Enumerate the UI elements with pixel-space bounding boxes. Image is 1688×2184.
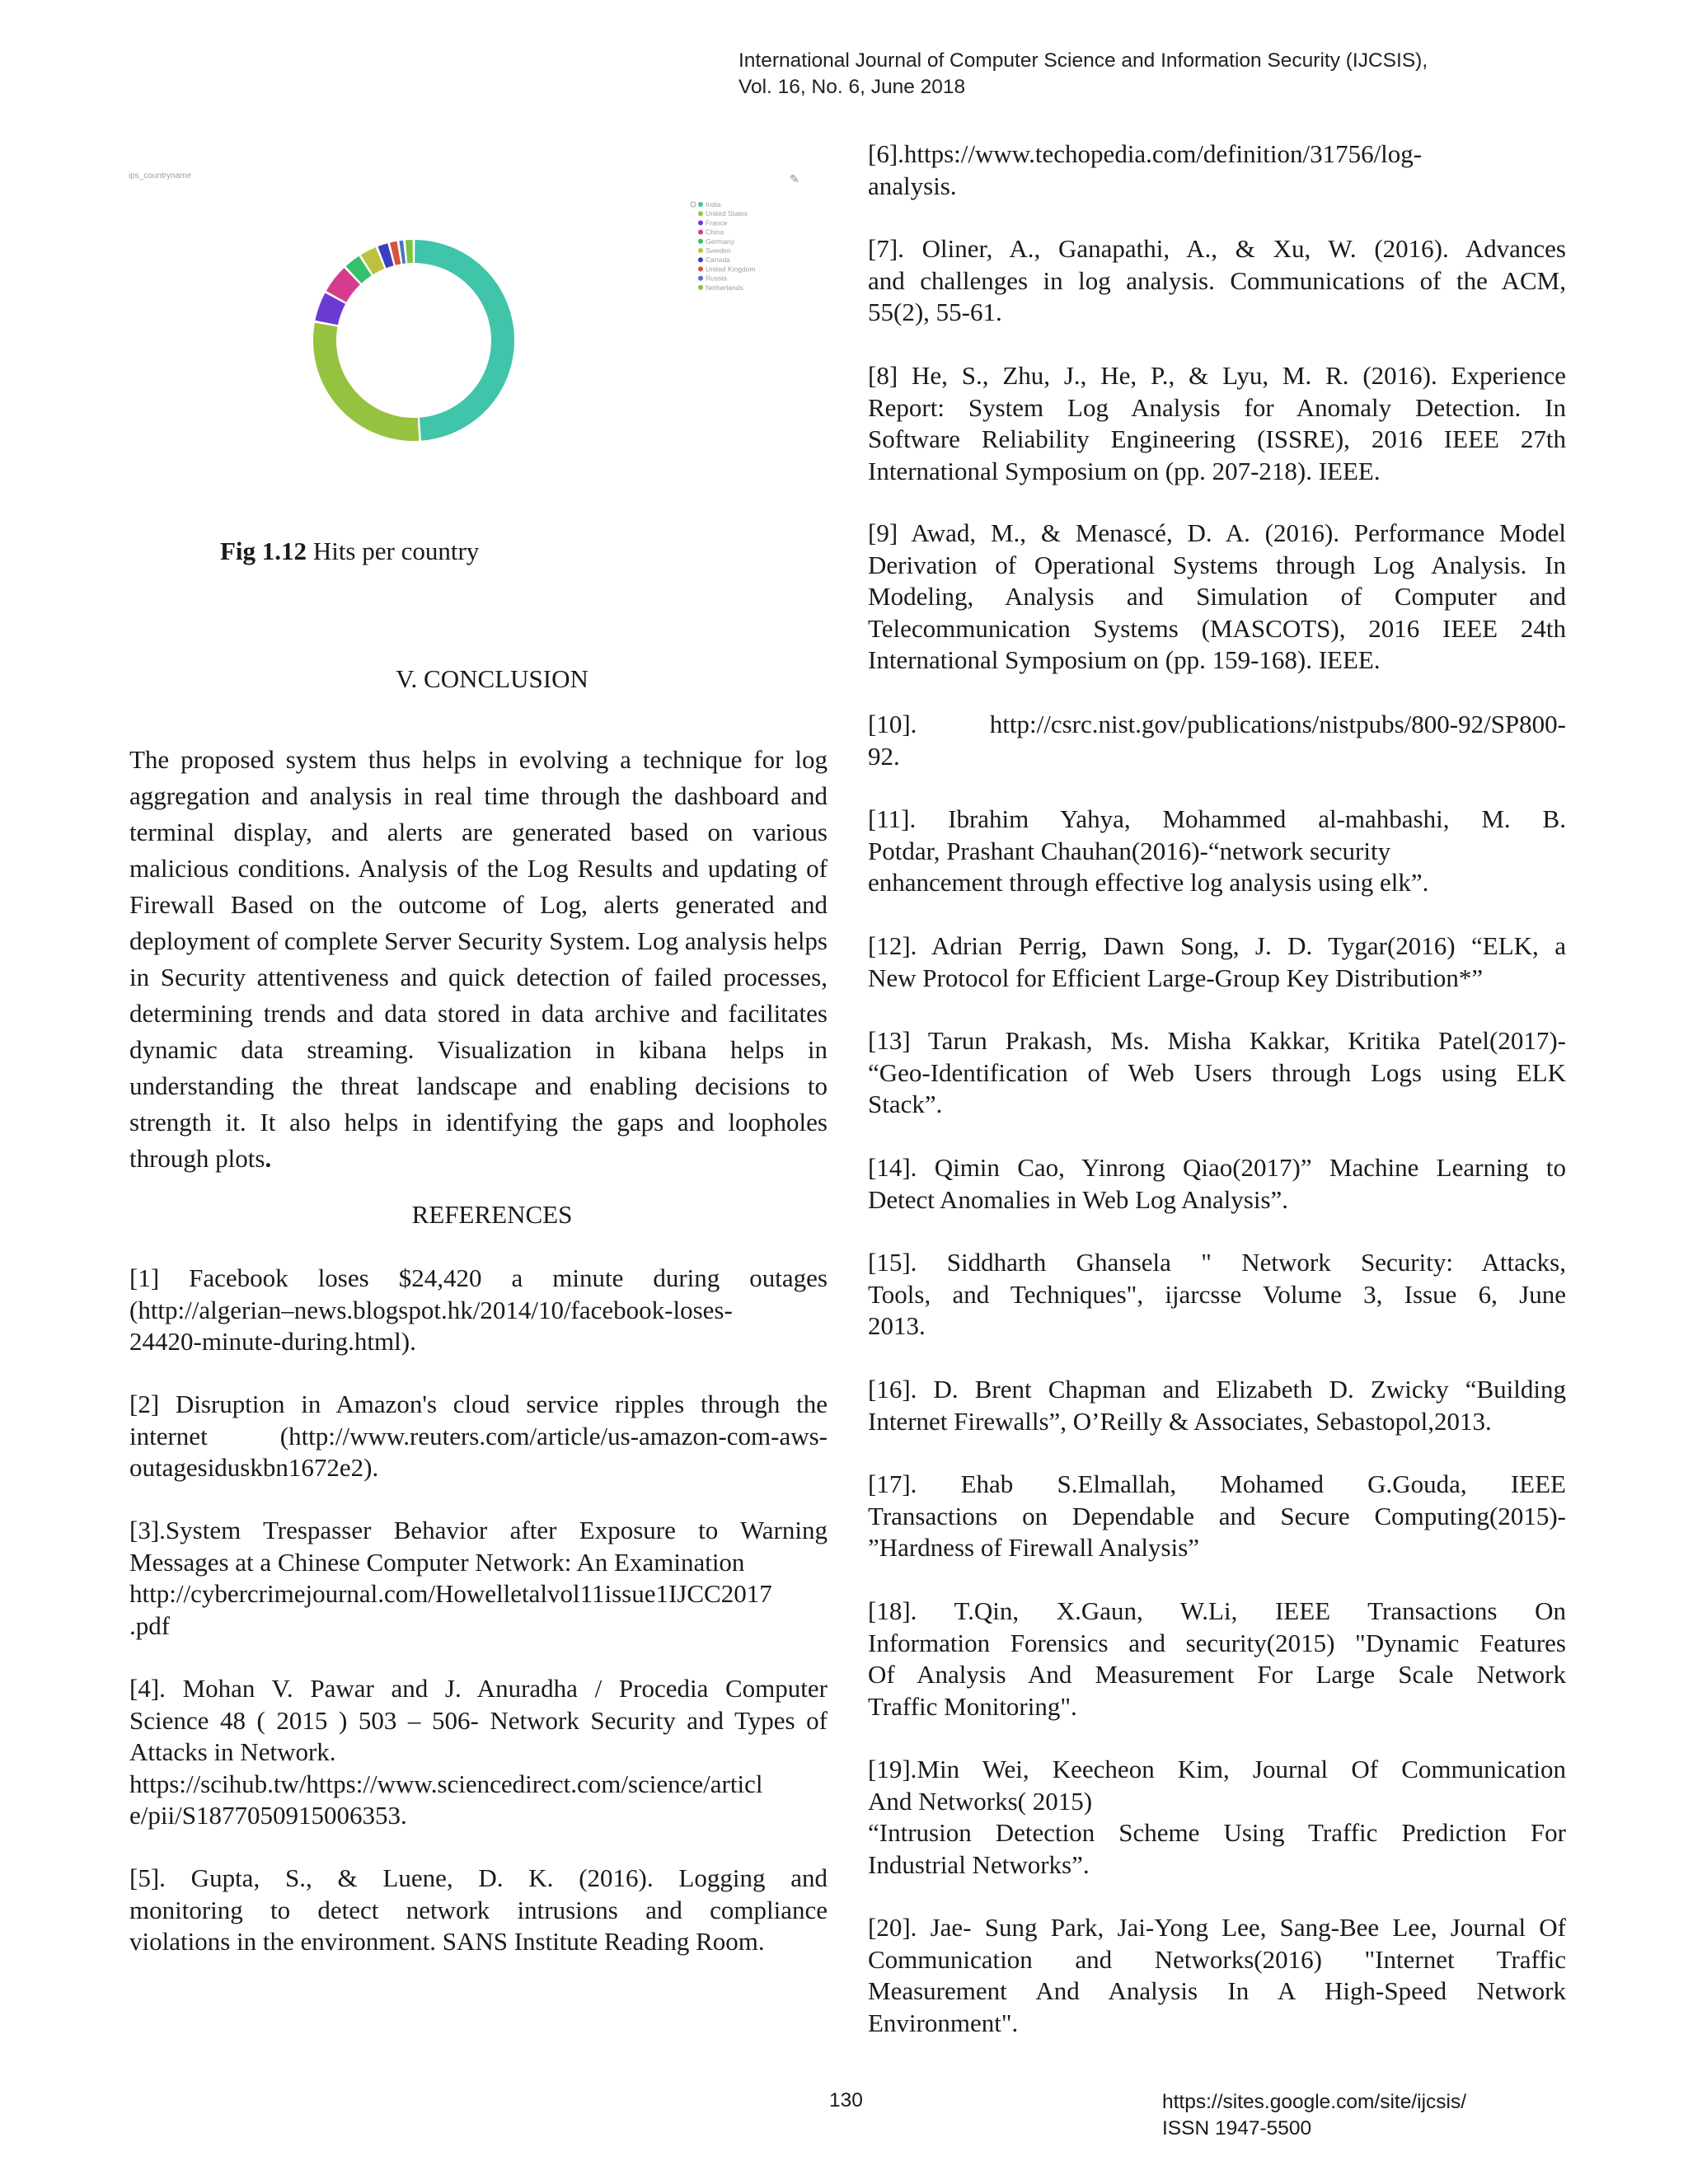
slice-canada bbox=[382, 255, 390, 257]
reference-line: Potdar, Prashant Chauhan(2016)-“network security bbox=[868, 836, 1391, 865]
reference-4 bbox=[129, 1673, 828, 1832]
reference-line: Internet Firewalls”, O’Reilly & Associates, Sebastopol,2013. bbox=[868, 1406, 1492, 1436]
reference-line: Traffic Monitoring". bbox=[868, 1691, 1077, 1721]
reference-9 bbox=[868, 518, 1566, 677]
reference-line: Science 48 ( 2015 ) 503 – 506- Network Security and Types of bbox=[129, 1705, 828, 1735]
reference-line: Stack”. bbox=[868, 1090, 943, 1119]
legend-toggle-icon[interactable] bbox=[691, 202, 696, 207]
reference-line: “Intrusion Detection Scheme Using Traffic Prediction For bbox=[868, 1818, 1566, 1848]
reference-line: [13] Tarun Prakash, Ms. Misha Kakkar, Kritika Patel(2017)- bbox=[868, 1026, 1566, 1055]
conclusion-text: The proposed system thus helps in evolving a technique for log aggregation and analysis in real time through the dashboard and terminal display, and alerts are generated based on various malicious conditions. Analysis of the Log Results and updating of Firewall Based on the outcome of Log, alerts generated and deployment of complete Server Security System. Log analysis helps in Security attentiveness and quick detection of failed processes, determining trends and data stored in data archive and facilitates dynamic data streaming. Visualization in kibana helps in understanding the threat landscape and enabling decisions to strength it. It also helps in identifying the gaps and loopholes through plots bbox=[129, 745, 828, 1173]
reference-line: [19].Min Wei, Keecheon Kim, Journal Of Communication bbox=[868, 1755, 1566, 1783]
slice-sweden bbox=[367, 258, 380, 265]
legend-label[interactable]: Netherlands bbox=[706, 283, 743, 292]
reference-line: [16]. D. Brent Chapman and Elizabeth D. Zwicky “Building bbox=[868, 1375, 1566, 1404]
reference-line: [8] He, S., Zhu, J., He, P., & Lyu, M. R. (2016). Experience bbox=[868, 361, 1566, 390]
reference-13 bbox=[868, 1025, 1566, 1121]
footer-info bbox=[1162, 2089, 1466, 2142]
chart-legend bbox=[691, 200, 755, 292]
reference-1 bbox=[129, 1263, 828, 1358]
conclusion-paragraph bbox=[129, 742, 828, 1177]
reference-line: http://cybercrimejournal.com/Howelletalvol11issue1IJCC2017 bbox=[129, 1579, 772, 1609]
legend-swatch bbox=[698, 220, 703, 225]
footer-url: https://sites.google.com/site/ijcsis/ bbox=[1162, 2091, 1467, 2113]
legend-label[interactable]: India bbox=[706, 200, 721, 209]
reference-line: [14]. Qimin Cao, Yinrong Qiao(2017)” Machine Learning to bbox=[868, 1153, 1566, 1182]
reference-7 bbox=[868, 233, 1566, 329]
reference-line: [9] Awad, M., & Menascé, D. A. (2016). Performance Model bbox=[868, 518, 1566, 547]
reference-line: Measurement And Analysis In A High-Speed Network bbox=[868, 1976, 1566, 2006]
reference-line: [7]. Oliner, A., Ganapathi, A., & Xu, W. (2016). Advances bbox=[868, 234, 1566, 263]
reference-line: And Networks( 2015) bbox=[868, 1786, 1093, 1816]
reference-line: Industrial Networks”. bbox=[868, 1849, 1090, 1879]
reference-line: Derivation of Operational Systems through Log Analysis. In bbox=[868, 550, 1566, 579]
reference-line: Attacks in Network. bbox=[129, 1737, 336, 1767]
slice-united-kingdom bbox=[392, 253, 398, 255]
legend-label[interactable]: China bbox=[706, 227, 724, 237]
reference-line: Software Reliability Engineering (ISSRE), 2016 IEEE 27th bbox=[868, 424, 1566, 454]
slice-france bbox=[326, 298, 335, 322]
reference-line: International Symposium on (pp. 159-168). IEEE. bbox=[868, 645, 1381, 675]
reference-line: [17]. Ehab S.Elmallah, Mohamed G.Gouda, IEEE bbox=[868, 1469, 1566, 1498]
reference-12 bbox=[868, 930, 1566, 994]
figure-text: Hits per country bbox=[307, 537, 480, 565]
reference-line: (http://algerian–news.blogspot.hk/2014/10/facebook-loses- bbox=[129, 1295, 733, 1324]
chart-title: ips_countryname bbox=[129, 171, 192, 180]
donut-chart-svg bbox=[124, 165, 816, 511]
figure-caption bbox=[220, 536, 479, 567]
reference-line: e/pii/S1877050915006353. bbox=[129, 1801, 407, 1830]
legend-swatch bbox=[698, 257, 703, 262]
reference-2 bbox=[129, 1389, 828, 1484]
hits-per-country-chart bbox=[124, 165, 816, 511]
reference-line: internet (http://www.reuters.com/article/us-amazon-com-aws- bbox=[129, 1421, 828, 1451]
reference-line: Modeling, Analysis and Simulation of Computer and bbox=[868, 582, 1566, 612]
reference-line: Detect Anomalies in Web Log Analysis”. bbox=[868, 1184, 1289, 1214]
reference-line: [10]. http://csrc.nist.gov/publications/nistpubs/800-92/SP800- bbox=[868, 710, 1566, 738]
reference-line: [5]. Gupta, S., & Luene, D. K. (2016). Logging and bbox=[129, 1863, 828, 1892]
reference-line: Report: System Log Analysis for Anomaly Detection. In bbox=[868, 392, 1566, 422]
legend-swatch bbox=[698, 248, 703, 253]
reference-line: [4]. Mohan V. Pawar and J. Anuradha / Procedia Computer bbox=[129, 1674, 828, 1703]
reference-line: violations in the environment. SANS Institute Reading Room. bbox=[129, 1927, 765, 1957]
reference-line: Messages at a Chinese Computer Network: An Examination bbox=[129, 1547, 745, 1577]
legend-label[interactable]: United States bbox=[706, 209, 748, 218]
reference-line: [3].System Trespasser Behavior after Exposure to Warning bbox=[129, 1516, 828, 1544]
reference-20 bbox=[868, 1912, 1566, 2039]
slice-india bbox=[415, 251, 503, 429]
reference-line: ”Hardness of Firewall Analysis” bbox=[868, 1533, 1200, 1563]
reference-line: Telecommunication Systems (MASCOTS), 2016 IEEE 24th bbox=[868, 613, 1566, 643]
reference-line: International Symposium on (pp. 207-218). IEEE. bbox=[868, 456, 1381, 485]
chart-slices bbox=[325, 251, 503, 429]
reference-line: Transactions on Dependable and Secure Computing(2015)- bbox=[868, 1501, 1566, 1530]
reference-10 bbox=[868, 709, 1566, 772]
reference-line: monitoring to detect network intrusions and compliance bbox=[129, 1895, 828, 1924]
reference-14 bbox=[868, 1152, 1566, 1216]
legend-swatch bbox=[698, 202, 703, 207]
reference-line: enhancement through effective log analysis using elk”. bbox=[868, 868, 1429, 898]
reference-8 bbox=[868, 360, 1566, 487]
reference-line: “Geo-Identification of Web Users through Logs using ELK bbox=[868, 1057, 1566, 1087]
reference-17 bbox=[868, 1469, 1566, 1564]
reference-6 bbox=[868, 138, 1566, 202]
legend-swatch bbox=[698, 285, 703, 290]
legend-label[interactable]: Canada bbox=[706, 255, 730, 265]
reference-16 bbox=[868, 1374, 1566, 1437]
reference-line: Environment". bbox=[868, 2008, 1019, 2037]
reference-line: Information Forensics and security(2015) "Dynamic Features bbox=[868, 1628, 1566, 1657]
figure-label: Fig 1.12 bbox=[220, 537, 307, 565]
legend-label[interactable]: Germany bbox=[706, 237, 734, 246]
reference-line: [2] Disruption in Amazon's cloud service ripples through the bbox=[129, 1390, 828, 1418]
legend-label[interactable]: Sweden bbox=[706, 246, 731, 255]
reference-line: 55(2), 55-61. bbox=[868, 298, 1002, 327]
slice-china bbox=[336, 276, 352, 297]
legend-swatch bbox=[698, 239, 703, 244]
reference-line: and challenges in log analysis. Communications of the ACM, bbox=[868, 265, 1566, 295]
page-number: 130 bbox=[829, 2089, 863, 2111]
legend-label[interactable]: United Kingdom bbox=[706, 265, 756, 274]
reference-line: New Protocol for Efficient Large-Group Key Distribution*” bbox=[868, 963, 1484, 992]
conclusion-heading: V. CONCLUSION bbox=[396, 664, 588, 693]
slice-united-states bbox=[325, 325, 418, 429]
reference-line: outagesiduskbn1672e2). bbox=[129, 1453, 379, 1483]
reference-11 bbox=[868, 804, 1566, 899]
conclusion-end: . bbox=[265, 1144, 272, 1173]
legend-swatch bbox=[698, 276, 703, 281]
reference-line: [1] Facebook loses $24,420 a minute during outages bbox=[129, 1263, 828, 1292]
reference-line: Tools, and Techniques", ijarcsse Volume 3, Issue 6, June bbox=[868, 1279, 1566, 1309]
reference-line: [18]. T.Qin, X.Gaun, W.Li, IEEE Transactions On bbox=[868, 1596, 1566, 1625]
reference-line: Of Analysis And Measurement For Large Scale Network bbox=[868, 1660, 1566, 1690]
slice-germany bbox=[354, 266, 365, 275]
journal-volume: Vol. 16, No. 6, June 2018 bbox=[738, 76, 966, 98]
legend-swatch bbox=[698, 266, 703, 271]
references-heading: REFERENCES bbox=[411, 1200, 573, 1229]
reference-19 bbox=[868, 1754, 1566, 1881]
journal-title: International Journal of Computer Science and Information Security (IJCSIS), bbox=[738, 49, 1428, 72]
reference-line: [12]. Adrian Perrig, Dawn Song, J. D. Tygar(2016) “ELK, a bbox=[868, 931, 1566, 960]
journal-header bbox=[738, 48, 1428, 101]
slice-russia bbox=[401, 252, 404, 253]
reference-5 bbox=[129, 1863, 828, 1958]
reference-line: [15]. Siddharth Ghansela " Network Security: Attacks, bbox=[868, 1248, 1566, 1277]
reference-line: .pdf bbox=[129, 1610, 171, 1640]
reference-line: [6].https://www.techopedia.com/definition/31756/log- bbox=[868, 139, 1423, 168]
reference-15 bbox=[868, 1247, 1566, 1343]
reference-line: 24420-minute-during.html). bbox=[129, 1327, 416, 1357]
legend-swatch bbox=[698, 211, 703, 216]
legend-label[interactable]: France bbox=[706, 218, 728, 227]
reference-line: [11]. Ibrahim Yahya, Mohammed al-mahbashi, M. B. bbox=[868, 804, 1566, 833]
legend-label[interactable]: Russia bbox=[706, 274, 727, 283]
pencil-icon: ✎ bbox=[790, 173, 799, 186]
reference-3 bbox=[129, 1515, 828, 1642]
reference-line: 92. bbox=[868, 741, 900, 771]
reference-line: analysis. bbox=[868, 171, 957, 200]
footer-issn: ISSN 1947-5500 bbox=[1162, 2117, 1312, 2139]
reference-18 bbox=[868, 1596, 1566, 1722]
reference-line: 2013. bbox=[868, 1311, 926, 1341]
reference-line: Communication and Networks(2016) "Internet Traffic bbox=[868, 1944, 1566, 1974]
reference-line: [20]. Jae- Sung Park, Jai-Yong Lee, Sang-Bee Lee, Journal Of bbox=[868, 1913, 1566, 1942]
reference-line: https://scihub.tw/https://www.sciencedirect.com/science/articl bbox=[129, 1769, 763, 1798]
legend-swatch bbox=[698, 230, 703, 235]
